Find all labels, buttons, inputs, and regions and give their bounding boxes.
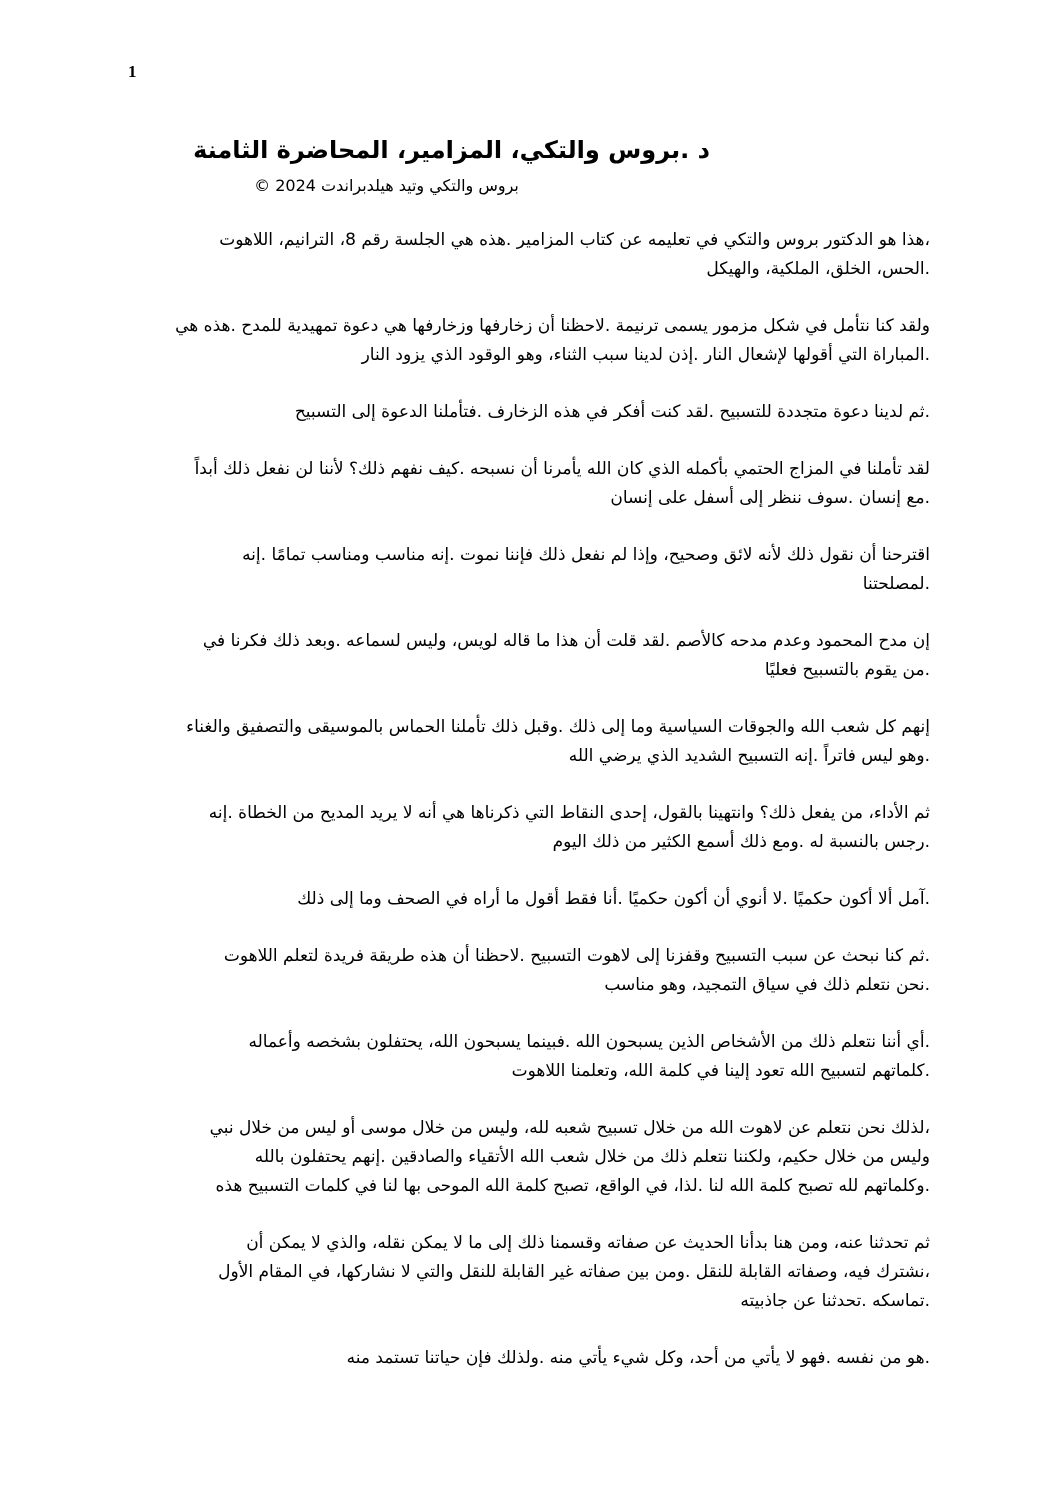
document-subtitle: بروس والتكي وتيد هيلدبراندت 2024 © — [254, 176, 519, 195]
document-title: د .بروس والتكي، المزامير، المحاضرة الثامنة — [193, 136, 710, 164]
paragraph-12: ،لذلك نحن نتعلم عن لاهوت الله من خلال تسبيح شعبه لله، وليس من خلال موسى أو ليس من خلال نبي وليس من خلال حكيم، ولكننا نتعلم ذلك من خلال شعب الله الأتقياء والصادقين .إنهم يحتفلون بالله .وكلماتهم لله تصبح كلمة الله لنا .لذا، في الواقع، تصبح كلمة الله الموحى بها لنا في كلمات التسبيح هذه — [209, 1118, 930, 1196]
paragraph-7: إنهم كل شعب الله والجوقات السياسية وما إلى ذلك .وقبل ذلك تأملنا الحماس بالموسيقى والتصفيق والغناء .وهو ليس فاتراً .إنه التسبيح الشديد الذي يرضي الله — [186, 717, 930, 766]
paragraph-8: ثم الأداء، من يفعل ذلك؟ وانتهينا بالقول، إحدى النقاط التي ذكرناها هي أنه لا يريد المديح من الخطاة .إنه .رجس بالنسبة له .ومع ذلك أسمع الكثير من ذلك اليوم — [208, 803, 930, 852]
paragraph-5: اقترحنا أن نقول ذلك لأنه لائق وصحيح، وإذا لم نفعل ذلك فإننا نموت .إنه مناسب ومناسب تمامًا .إنه .لمصلحتنا — [242, 545, 930, 594]
document-body — [128, 226, 930, 1401]
paragraph-6: إن مدح المحمود وعدم مدحه كالأصم .لقد قلت أن هذا ما قاله لويس، وليس لسماعه .وبعد ذلك فكرنا في .من يقوم بالتسبيح فعليًا — [202, 631, 930, 680]
paragraph-1: ،هذا هو الدكتور بروس والتكي في تعليمه عن كتاب المزامير .هذه هي الجلسة رقم 8، الترانيم، اللاهوت .الحس، الخلق، الملكية، والهيكل — [219, 230, 930, 279]
paragraph-13: ثم تحدثنا عنه، ومن هنا بدأنا الحديث عن صفاته وقسمنا ذلك إلى ما لا يمكن نقله، والذي لا يمكن أن ،نشترك فيه، وصفاته القابلة للنقل .ومن بين صفاته غير القابلة للنقل والتي لا نشاركها، في المقام الأول .تماسكه .تحدثنا عن جاذبيته — [218, 1233, 930, 1311]
page-number: 1 — [128, 62, 137, 81]
paragraph-3: .ثم لدينا دعوة متجددة للتسبيح .لقد كنت أفكر في هذه الزخارف .فتأملنا الدعوة إلى التسبيح — [294, 402, 930, 422]
paragraph-4: لقد تأملنا في المزاج الحتمي بأكمله الذي كان الله يأمرنا أن نسبحه .كيف نفهم ذلك؟ لأننا لن نفعل ذلك أبداً .مع إنسان .سوف ننظر إلى أسفل على إنسان — [194, 459, 930, 508]
paragraph-2: ولقد كنا نتأمل في شكل مزمور يسمى ترنيمة .لاحظنا أن زخارفها وزخارفها هي دعوة تمهيدية للمدح .هذه هي .المباراة التي أقولها لإشعال النار .إذن لدينا سبب الثناء، وهو الوقود الذي يزود النار — [175, 316, 930, 365]
paragraph-14: .هو من نفسه .فهو لا يأتي من أحد، وكل شيء يأتي منه .ولذلك فإن حياتنا تستمد منه — [346, 1348, 930, 1368]
paragraph-10: .ثم كنا نبحث عن سبب التسبيح وقفزنا إلى لاهوت التسبيح .لاحظنا أن هذه طريقة فريدة لتعلم اللاهوت .نحن نتعلم ذلك في سياق التمجيد، وهو مناسب — [223, 946, 930, 995]
paragraph-11: .أي أننا نتعلم ذلك من الأشخاص الذين يسبحون الله .فبينما يسبحون الله، يحتفلون بشخصه وأعماله .كلماتهم لتسبيح الله تعود إلينا في كلمة الله، وتعلمنا اللاهوت — [248, 1032, 930, 1081]
paragraph-9: .آمل ألا أكون حكميًا .لا أنوي أن أكون حكميًا .أنا فقط أقول ما أراه في الصحف وما إلى ذلك — [297, 889, 930, 909]
